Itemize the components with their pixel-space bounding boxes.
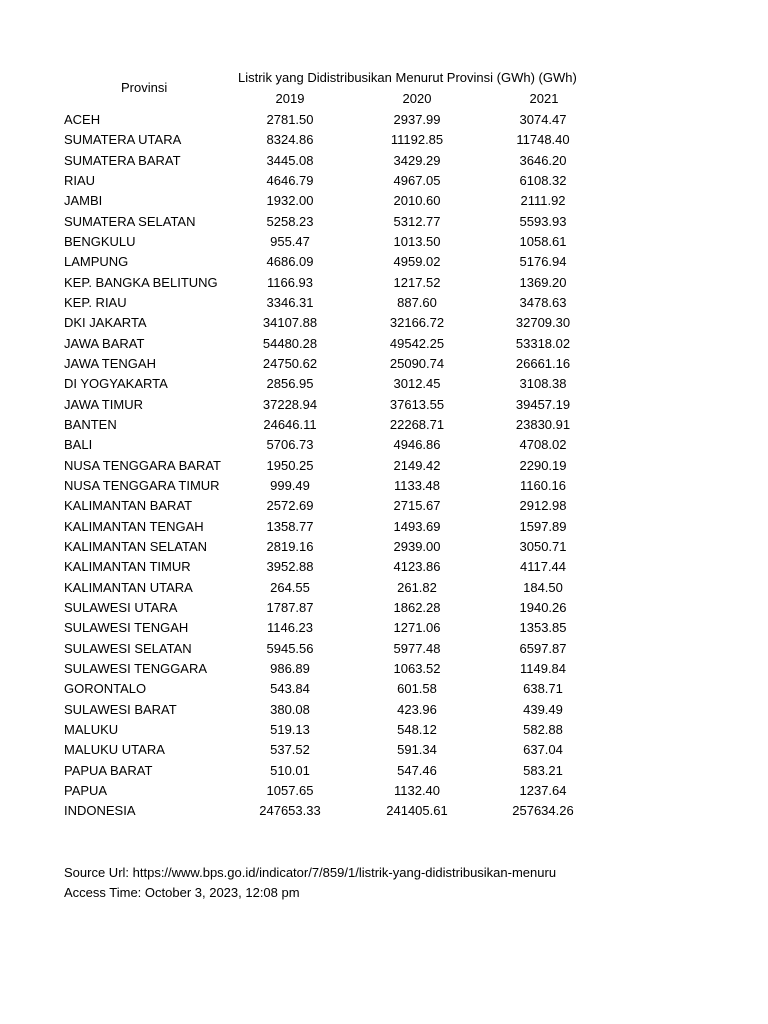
province-name: SUMATERA SELATAN	[64, 213, 196, 229]
value-2021: 23830.91	[515, 416, 571, 432]
value-2019: 537.52	[270, 742, 310, 758]
value-2019: 3952.88	[266, 559, 314, 575]
value-2021: 637.04	[523, 742, 563, 758]
table-row	[0, 191, 768, 211]
table-row	[0, 517, 768, 537]
value-2021: 1597.89	[519, 518, 567, 534]
value-2020: 49542.25	[389, 335, 445, 351]
value-2019: 2781.50	[266, 112, 314, 127]
value-2019: 1146.23	[266, 620, 314, 636]
province-name: SULAWESI UTARA	[64, 599, 178, 615]
value-2020: 5312.77	[393, 213, 441, 229]
value-2020: 4967.05	[393, 172, 441, 188]
value-2019: 1358.77	[266, 518, 314, 534]
data-table	[0, 110, 768, 821]
value-2020: 3012.45	[393, 376, 441, 392]
province-name: KALIMANTAN BARAT	[64, 498, 193, 514]
value-2020: 241405.61	[386, 803, 448, 819]
value-2021: 3646.20	[519, 152, 567, 168]
table-row	[0, 537, 768, 557]
province-name: PAPUA BARAT	[64, 762, 153, 778]
source-url-note: Source Url: https://www.bps.go.id/indicator/7/859/1/listrik-yang-didistribusikan-menuru	[64, 865, 557, 880]
value-2019: 543.84	[270, 681, 310, 697]
value-2020: 11192.85	[390, 132, 444, 148]
table-row	[0, 334, 768, 354]
year-header-2021: 2021	[529, 91, 559, 106]
value-2019: 3445.08	[266, 152, 314, 168]
value-2020: 25090.74	[389, 355, 445, 371]
value-2019: 999.49	[270, 477, 310, 493]
value-2019: 5706.73	[266, 437, 314, 453]
value-2019: 34107.88	[262, 315, 318, 331]
value-2021: 26661.16	[515, 355, 571, 371]
province-name: KALIMANTAN UTARA	[64, 579, 193, 595]
table-row	[0, 313, 768, 333]
value-2020: 1133.48	[393, 477, 441, 493]
table-row	[0, 151, 768, 171]
value-2021: 582.88	[523, 721, 563, 737]
value-2021: 4117.44	[519, 559, 567, 575]
value-2020: 2149.42	[393, 457, 441, 473]
value-2020: 1271.06	[393, 620, 441, 636]
value-2020: 4959.02	[393, 254, 441, 270]
value-2019: 4646.79	[266, 172, 314, 188]
value-2020: 22268.71	[389, 416, 445, 432]
province-name: LAMPUNG	[64, 254, 129, 270]
table-row	[0, 618, 768, 638]
value-2019: 1166.93	[266, 274, 314, 290]
province-name: SULAWESI TENGAH	[64, 620, 189, 636]
table-row	[0, 801, 768, 821]
province-name: GORONTALO	[64, 681, 147, 697]
province-name: SULAWESI BARAT	[64, 701, 177, 717]
value-2019: 5945.56	[266, 640, 314, 656]
table-row	[0, 557, 768, 577]
value-2021: 3074.47	[519, 112, 567, 127]
value-2020: 1013.50	[393, 233, 441, 249]
table-row	[0, 435, 768, 455]
value-2021: 439.49	[523, 701, 563, 717]
table-row	[0, 232, 768, 252]
value-2019: 264.55	[270, 579, 310, 595]
value-2020: 601.58	[397, 681, 437, 697]
table-row	[0, 639, 768, 659]
value-2019: 519.13	[270, 721, 310, 737]
province-name: JAWA TIMUR	[64, 396, 143, 412]
value-2021: 4708.02	[519, 437, 567, 453]
value-2019: 24646.11	[263, 416, 317, 432]
table-row	[0, 740, 768, 760]
table-row	[0, 293, 768, 313]
value-2020: 547.46	[397, 762, 437, 778]
value-2019: 2819.16	[266, 538, 314, 554]
value-2020: 548.12	[397, 721, 437, 737]
province-name: BANTEN	[64, 416, 117, 432]
table-row	[0, 700, 768, 720]
province-name: JAMBI	[64, 193, 103, 209]
access-time-note: Access Time: October 3, 2023, 12:08 pm	[64, 885, 300, 900]
value-2021: 32709.30	[515, 315, 571, 331]
value-2019: 1787.87	[266, 599, 314, 615]
province-name: MALUKU UTARA	[64, 742, 165, 758]
province-name: BALI	[64, 437, 93, 453]
table-row	[0, 578, 768, 598]
value-2021: 3050.71	[519, 538, 567, 554]
table-row	[0, 273, 768, 293]
value-2021: 2290.19	[519, 457, 567, 473]
value-2021: 638.71	[523, 681, 563, 697]
value-2019: 510.01	[270, 762, 310, 778]
value-2021: 5176.94	[519, 254, 567, 270]
table-row	[0, 110, 768, 130]
value-2019: 8324.86	[266, 132, 314, 148]
table-row	[0, 761, 768, 781]
table-row	[0, 476, 768, 496]
value-2019: 986.89	[270, 660, 310, 676]
value-2020: 1217.52	[393, 274, 441, 290]
value-2021: 1940.26	[519, 599, 567, 615]
province-name: ACEH	[64, 112, 101, 127]
province-name: NUSA TENGGARA BARAT	[64, 457, 222, 473]
value-2019: 1932.00	[266, 193, 314, 209]
province-name: KEP. RIAU	[64, 294, 127, 310]
table-row	[0, 354, 768, 374]
value-2020: 1493.69	[393, 518, 441, 534]
value-2020: 1132.40	[393, 782, 441, 798]
table-row	[0, 598, 768, 618]
value-2021: 1369.20	[519, 274, 567, 290]
province-name: SULAWESI TENGGARA	[64, 660, 208, 676]
value-2019: 380.08	[270, 701, 310, 717]
table-row	[0, 496, 768, 516]
value-2019: 2572.69	[266, 498, 314, 514]
province-name: SULAWESI SELATAN	[64, 640, 192, 656]
table-row	[0, 212, 768, 232]
value-2021: 11748.40	[516, 132, 570, 148]
value-2021: 6108.32	[519, 172, 567, 188]
value-2020: 591.34	[397, 742, 437, 758]
year-header-2019: 2019	[275, 91, 305, 106]
table-row	[0, 781, 768, 801]
value-2021: 257634.26	[512, 803, 574, 819]
province-name: BENGKULU	[64, 233, 136, 249]
province-name: MALUKU	[64, 721, 119, 737]
table-row	[0, 456, 768, 476]
year-header-2020: 2020	[402, 91, 432, 106]
value-2021: 184.50	[523, 579, 563, 595]
value-2020: 32166.72	[389, 315, 445, 331]
province-name: PAPUA	[64, 782, 108, 798]
value-2020: 4946.86	[393, 437, 441, 453]
value-2019: 5258.23	[266, 213, 314, 229]
value-2019: 3346.31	[266, 294, 314, 310]
table-row	[0, 679, 768, 699]
value-2020: 2937.99	[393, 112, 441, 127]
table-title: Listrik yang Didistribusikan Menurut Provinsi (GWh) (GWh)	[238, 70, 577, 85]
value-2021: 1237.64	[519, 782, 567, 798]
value-2020: 887.60	[397, 294, 437, 310]
table-row	[0, 415, 768, 435]
table-row	[0, 252, 768, 272]
province-name: KEP. BANGKA BELITUNG	[64, 274, 218, 290]
province-name: KALIMANTAN TENGAH	[64, 518, 204, 534]
value-2021: 5593.93	[519, 213, 567, 229]
table-row	[0, 395, 768, 415]
value-2019: 1950.25	[266, 457, 314, 473]
table-row	[0, 659, 768, 679]
province-name: DKI JAKARTA	[64, 315, 147, 331]
province-name: JAWA BARAT	[64, 335, 145, 351]
province-column-header: Provinsi	[121, 80, 168, 95]
value-2020: 423.96	[397, 701, 437, 717]
value-2021: 2111.92	[520, 193, 566, 209]
value-2020: 1862.28	[393, 599, 441, 615]
value-2021: 1160.16	[519, 477, 567, 493]
value-2020: 4123.86	[393, 559, 441, 575]
value-2019: 24750.62	[262, 355, 318, 371]
value-2019: 37228.94	[262, 396, 318, 412]
value-2021: 583.21	[523, 762, 563, 778]
value-2020: 2715.67	[393, 498, 441, 514]
value-2021: 6597.87	[519, 640, 567, 656]
table-row	[0, 374, 768, 394]
table-row	[0, 720, 768, 740]
province-name: DI YOGYAKARTA	[64, 376, 168, 392]
province-name: SUMATERA BARAT	[64, 152, 181, 168]
value-2019: 4686.09	[266, 254, 314, 270]
value-2020: 37613.55	[389, 396, 445, 412]
province-name: RIAU	[64, 172, 96, 188]
value-2019: 54480.28	[262, 335, 318, 351]
value-2021: 1149.84	[519, 660, 567, 676]
value-2019: 955.47	[270, 233, 310, 249]
table-row	[0, 130, 768, 150]
province-name: NUSA TENGGARA TIMUR	[64, 477, 220, 493]
province-name: KALIMANTAN TIMUR	[64, 559, 191, 575]
value-2021: 53318.02	[515, 335, 571, 351]
province-name: SUMATERA UTARA	[64, 132, 182, 148]
province-name: JAWA TENGAH	[64, 355, 156, 371]
value-2020: 261.82	[397, 579, 437, 595]
province-name: INDONESIA	[64, 803, 136, 819]
value-2020: 2010.60	[393, 193, 441, 209]
table-row	[0, 171, 768, 191]
value-2020: 1063.52	[393, 660, 441, 676]
value-2019: 2856.95	[266, 376, 314, 392]
value-2021: 2912.98	[519, 498, 567, 514]
value-2020: 3429.29	[393, 152, 441, 168]
value-2021: 1353.85	[519, 620, 567, 636]
value-2021: 3108.38	[519, 376, 567, 392]
value-2019: 1057.65	[266, 782, 314, 798]
province-name: KALIMANTAN SELATAN	[64, 538, 208, 554]
value-2020: 2939.00	[393, 538, 441, 554]
value-2019: 247653.33	[259, 803, 321, 819]
value-2021: 3478.63	[519, 294, 567, 310]
value-2021: 1058.61	[519, 233, 567, 249]
value-2021: 39457.19	[515, 396, 571, 412]
value-2020: 5977.48	[393, 640, 441, 656]
